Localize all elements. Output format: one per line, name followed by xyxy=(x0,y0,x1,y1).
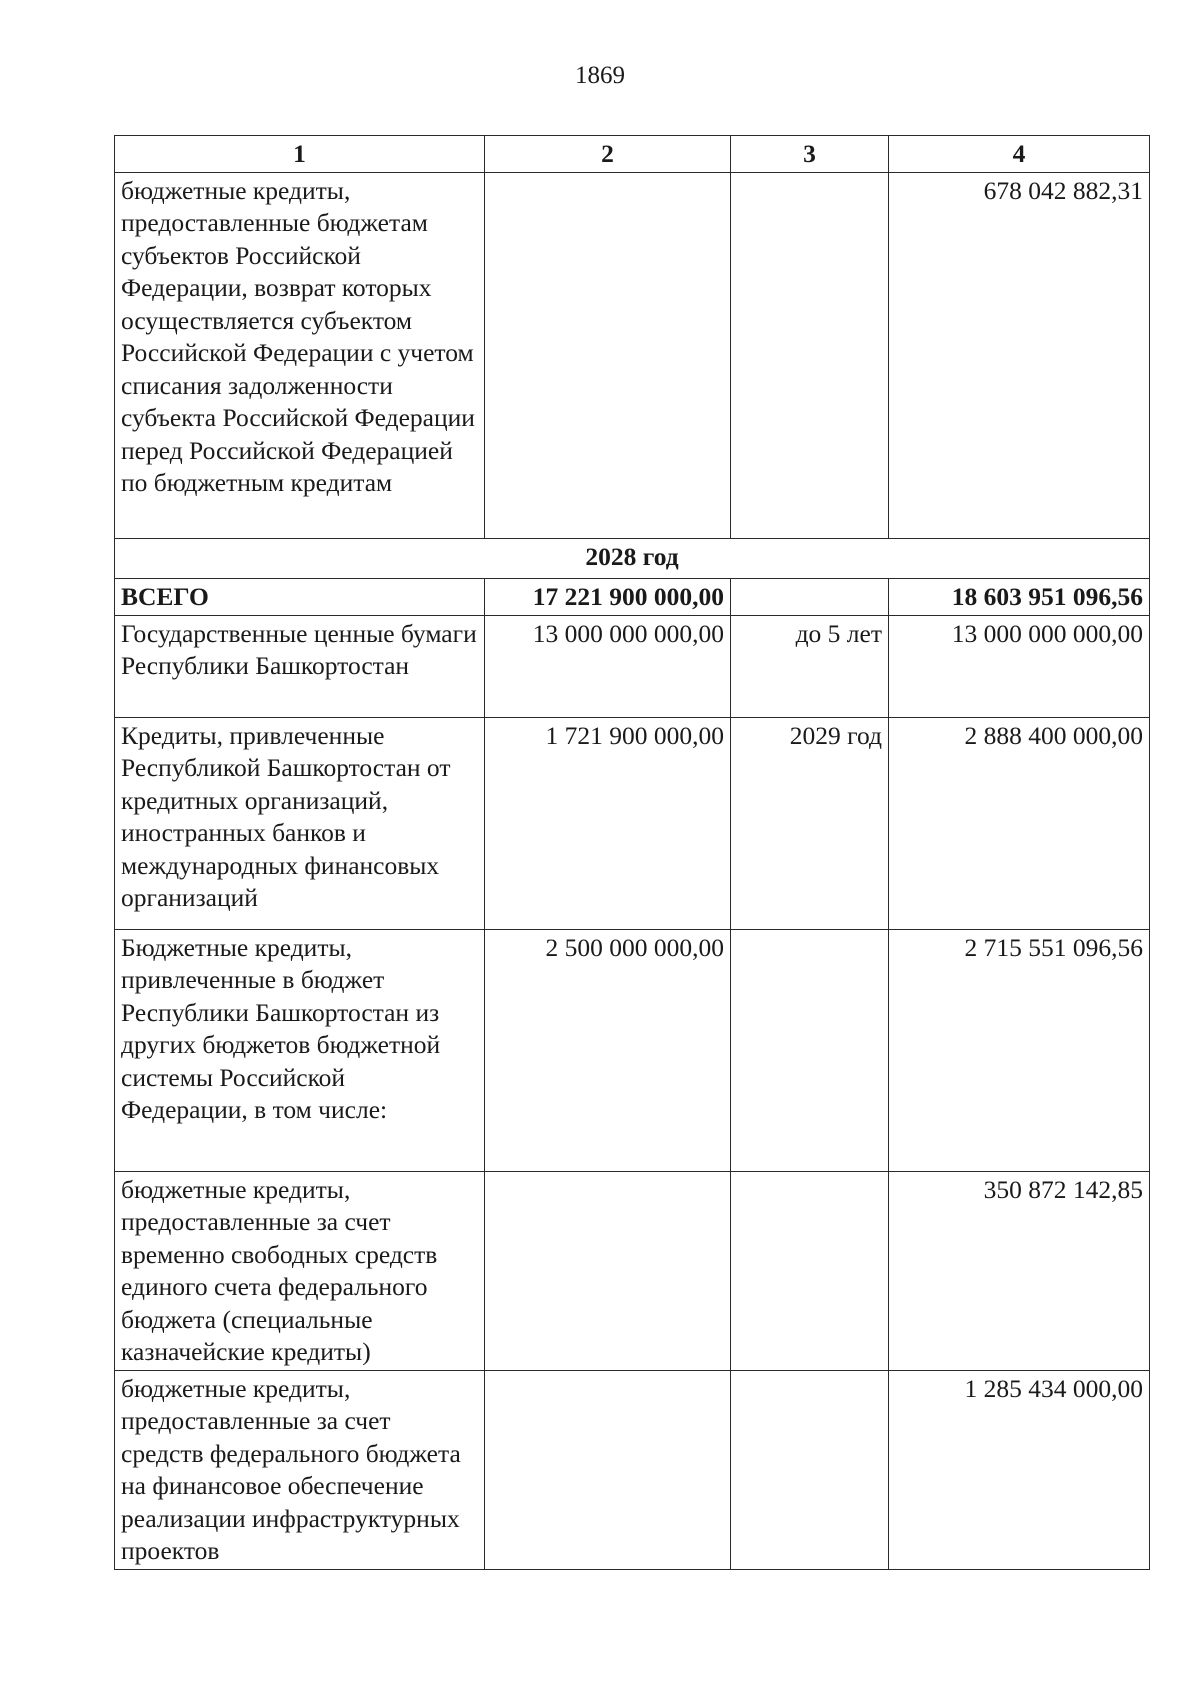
column-header-3: 3 xyxy=(731,136,889,173)
total-col2: 17 221 900 000,00 xyxy=(485,578,731,615)
year-heading: 2028 год xyxy=(115,538,1150,578)
table-row xyxy=(115,615,1150,717)
table-header-row xyxy=(115,136,1150,173)
row-col2: 1 721 900 000,00 xyxy=(485,717,731,929)
row-description: бюджетные кредиты, предоставленные за счет средств федерального бюджета на финансовое обеспечение реализации инфраструктурных проектов xyxy=(115,1370,485,1569)
budget-table xyxy=(114,135,1150,1570)
column-header-1: 1 xyxy=(115,136,485,173)
column-header-4: 4 xyxy=(889,136,1150,173)
row-col4: 13 000 000 000,00 xyxy=(889,615,1150,717)
total-col3 xyxy=(731,578,889,615)
row-col2 xyxy=(485,1171,731,1370)
table-row xyxy=(115,717,1150,929)
row-col4: 2 888 400 000,00 xyxy=(889,717,1150,929)
row-col2 xyxy=(485,172,731,538)
row-description: бюджетные кредиты, предоставленные за счет временно свободных средств единого счета федерального бюджета (специальные казначейские кредиты) xyxy=(115,1171,485,1370)
row-description: Бюджетные кредиты, привлеченные в бюджет Республики Башкортостан из других бюджетов бюджетной системы Российской Федерации, в том числе: xyxy=(115,929,485,1171)
row-col3: до 5 лет xyxy=(731,615,889,717)
row-col4: 678 042 882,31 xyxy=(889,172,1150,538)
table-row xyxy=(115,1171,1150,1370)
total-label: ВСЕГО xyxy=(115,578,485,615)
row-col2 xyxy=(485,1370,731,1569)
row-col3: 2029 год xyxy=(731,717,889,929)
total-col4: 18 603 951 096,56 xyxy=(889,578,1150,615)
row-col2: 13 000 000 000,00 xyxy=(485,615,731,717)
row-col2: 2 500 000 000,00 xyxy=(485,929,731,1171)
total-row xyxy=(115,578,1150,615)
row-col4: 1 285 434 000,00 xyxy=(889,1370,1150,1569)
row-col3 xyxy=(731,172,889,538)
page-number: 1869 xyxy=(575,62,625,89)
row-col4: 2 715 551 096,56 xyxy=(889,929,1150,1171)
row-col3 xyxy=(731,929,889,1171)
row-col4: 350 872 142,85 xyxy=(889,1171,1150,1370)
table-row xyxy=(115,929,1150,1171)
row-description: Государственные ценные бумаги Республики Башкортостан xyxy=(115,615,485,717)
row-col3 xyxy=(731,1171,889,1370)
row-description: Кредиты, привлеченные Республикой Башкортостан от кредитных организаций, иностранных банков и международных финансовых организаций xyxy=(115,717,485,929)
year-heading-row xyxy=(115,538,1150,578)
row-col3 xyxy=(731,1370,889,1569)
table-row-continuation xyxy=(115,172,1150,538)
column-header-2: 2 xyxy=(485,136,731,173)
table-row xyxy=(115,1370,1150,1569)
row-description: бюджетные кредиты, предоставленные бюджетам субъектов Российской Федерации, возврат которых осуществляется субъектом Российской Федерации с учетом списания задолженности субъекта Российской Федерации перед Российской Федерацией по бюджетным кредитам xyxy=(115,172,485,538)
